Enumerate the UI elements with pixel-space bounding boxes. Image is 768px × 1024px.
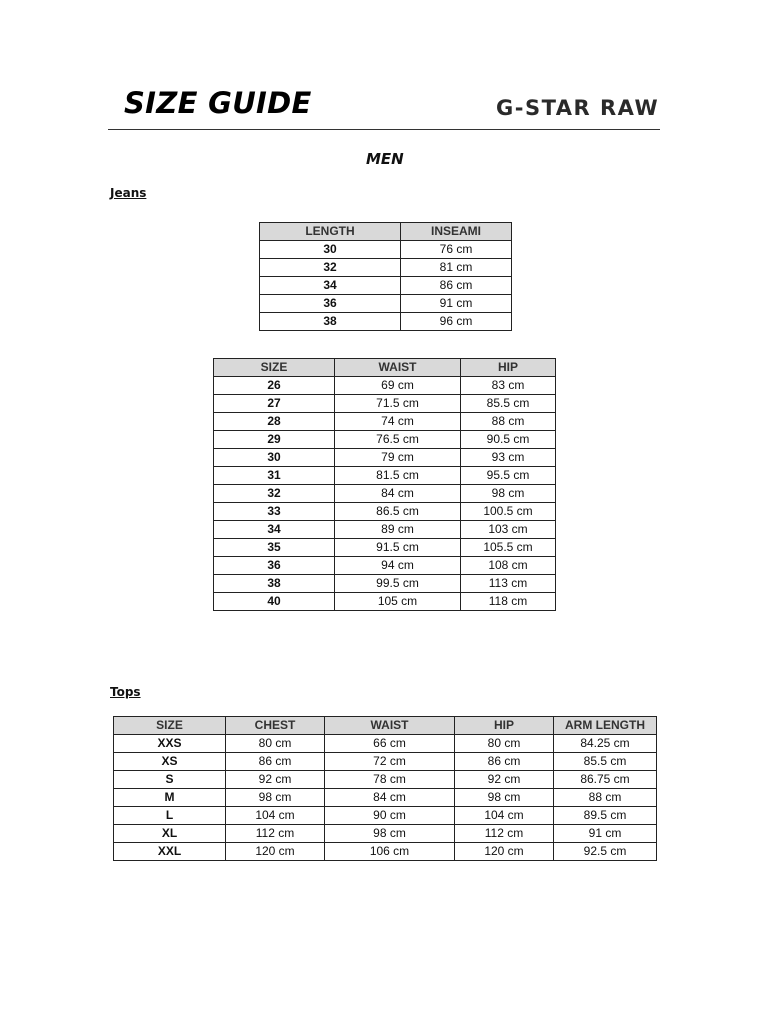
column-header: HIP <box>455 717 554 735</box>
table-cell: 94 cm <box>335 557 461 575</box>
table-cell: 112 cm <box>226 825 325 843</box>
table-cell: 98 cm <box>325 825 455 843</box>
table-header-row <box>114 717 657 735</box>
table-cell: 30 <box>260 241 401 259</box>
table-cell: 106 cm <box>325 843 455 861</box>
table-cell: 113 cm <box>461 575 556 593</box>
table-row <box>114 753 657 771</box>
table-row <box>214 449 556 467</box>
table-cell: M <box>114 789 226 807</box>
table-cell: XXS <box>114 735 226 753</box>
table-cell: 98 cm <box>226 789 325 807</box>
table-cell: 85.5 cm <box>461 395 556 413</box>
table-row <box>214 521 556 539</box>
table-cell: 79 cm <box>335 449 461 467</box>
table-cell: 98 cm <box>461 485 556 503</box>
table-row <box>114 843 657 861</box>
table-cell: 112 cm <box>455 825 554 843</box>
table-cell: 92 cm <box>455 771 554 789</box>
table-cell: 105.5 cm <box>461 539 556 557</box>
table-cell: 118 cm <box>461 593 556 611</box>
table-cell: 86.5 cm <box>335 503 461 521</box>
table-cell: 120 cm <box>455 843 554 861</box>
column-header: CHEST <box>226 717 325 735</box>
table-cell: 72 cm <box>325 753 455 771</box>
table-cell: 35 <box>214 539 335 557</box>
table-cell: 85.5 cm <box>554 753 657 771</box>
table-cell: L <box>114 807 226 825</box>
table-cell: 40 <box>214 593 335 611</box>
table-row <box>260 313 512 331</box>
table-cell: 90 cm <box>325 807 455 825</box>
section-title: MEN <box>366 150 404 168</box>
table-cell: 104 cm <box>226 807 325 825</box>
table-cell: 32 <box>260 259 401 277</box>
table-cell: 30 <box>214 449 335 467</box>
table-cell: 76 cm <box>401 241 512 259</box>
table-cell: 80 cm <box>226 735 325 753</box>
table-cell: 98 cm <box>455 789 554 807</box>
table-cell: 120 cm <box>226 843 325 861</box>
table-cell: 88 cm <box>461 413 556 431</box>
brand-logo: G-STAR RAW <box>496 96 660 120</box>
table-row <box>214 377 556 395</box>
table-cell: 74 cm <box>335 413 461 431</box>
table-cell: 28 <box>214 413 335 431</box>
column-header: ARM LENGTH <box>554 717 657 735</box>
jeans-heading: Jeans <box>110 186 147 200</box>
column-header: HIP <box>461 359 556 377</box>
table-cell: 31 <box>214 467 335 485</box>
table-cell: 99.5 cm <box>335 575 461 593</box>
table-cell: XS <box>114 753 226 771</box>
table-row <box>214 539 556 557</box>
table-cell: 91 cm <box>401 295 512 313</box>
table-cell: 34 <box>260 277 401 295</box>
table-cell: 80 cm <box>455 735 554 753</box>
jeans-length-table <box>259 222 512 331</box>
column-header: WAIST <box>335 359 461 377</box>
table-row <box>214 575 556 593</box>
table-cell: 86 cm <box>455 753 554 771</box>
table-cell: 69 cm <box>335 377 461 395</box>
table-cell: 86 cm <box>226 753 325 771</box>
table-row <box>214 503 556 521</box>
table-cell: 83 cm <box>461 377 556 395</box>
table-cell: 33 <box>214 503 335 521</box>
table-row <box>114 807 657 825</box>
table-cell: 86.75 cm <box>554 771 657 789</box>
table-row <box>114 771 657 789</box>
table-cell: 105 cm <box>335 593 461 611</box>
column-header: SIZE <box>214 359 335 377</box>
table-cell: 38 <box>260 313 401 331</box>
table-cell: 71.5 cm <box>335 395 461 413</box>
table-row <box>214 467 556 485</box>
table-row <box>260 241 512 259</box>
table-cell: 81 cm <box>401 259 512 277</box>
table-cell: S <box>114 771 226 789</box>
table-row <box>214 413 556 431</box>
table-cell: 36 <box>214 557 335 575</box>
table-cell: 26 <box>214 377 335 395</box>
table-cell: 104 cm <box>455 807 554 825</box>
table-row <box>114 735 657 753</box>
table-row <box>214 557 556 575</box>
jeans-waist-table <box>213 358 556 611</box>
table-cell: 36 <box>260 295 401 313</box>
table-cell: 91.5 cm <box>335 539 461 557</box>
column-header: INSEAMI <box>401 223 512 241</box>
table-cell: 86 cm <box>401 277 512 295</box>
header-divider <box>108 129 660 130</box>
table-cell: 84 cm <box>335 485 461 503</box>
table-row <box>114 825 657 843</box>
table-cell: 91 cm <box>554 825 657 843</box>
table-cell: 95.5 cm <box>461 467 556 485</box>
page-title: SIZE GUIDE <box>124 86 312 120</box>
table-cell: 92.5 cm <box>554 843 657 861</box>
table-cell: 29 <box>214 431 335 449</box>
column-header: WAIST <box>325 717 455 735</box>
table-cell: XL <box>114 825 226 843</box>
table-cell: XXL <box>114 843 226 861</box>
table-cell: 103 cm <box>461 521 556 539</box>
table-cell: 108 cm <box>461 557 556 575</box>
table-cell: 100.5 cm <box>461 503 556 521</box>
tops-heading: Tops <box>110 685 141 699</box>
table-row <box>114 789 657 807</box>
column-header: LENGTH <box>260 223 401 241</box>
table-row <box>214 395 556 413</box>
table-row <box>214 431 556 449</box>
table-row <box>260 259 512 277</box>
table-cell: 32 <box>214 485 335 503</box>
table-cell: 78 cm <box>325 771 455 789</box>
table-cell: 66 cm <box>325 735 455 753</box>
table-cell: 34 <box>214 521 335 539</box>
table-cell: 90.5 cm <box>461 431 556 449</box>
table-cell: 81.5 cm <box>335 467 461 485</box>
table-cell: 84 cm <box>325 789 455 807</box>
tops-size-table <box>113 716 657 861</box>
table-cell: 27 <box>214 395 335 413</box>
table-cell: 84.25 cm <box>554 735 657 753</box>
table-cell: 89.5 cm <box>554 807 657 825</box>
table-cell: 96 cm <box>401 313 512 331</box>
table-cell: 76.5 cm <box>335 431 461 449</box>
table-row <box>260 295 512 313</box>
table-header-row <box>214 359 556 377</box>
table-row <box>214 485 556 503</box>
column-header: SIZE <box>114 717 226 735</box>
table-header-row <box>260 223 512 241</box>
table-cell: 89 cm <box>335 521 461 539</box>
table-row <box>260 277 512 295</box>
table-cell: 38 <box>214 575 335 593</box>
table-cell: 92 cm <box>226 771 325 789</box>
table-cell: 93 cm <box>461 449 556 467</box>
table-cell: 88 cm <box>554 789 657 807</box>
table-row <box>214 593 556 611</box>
